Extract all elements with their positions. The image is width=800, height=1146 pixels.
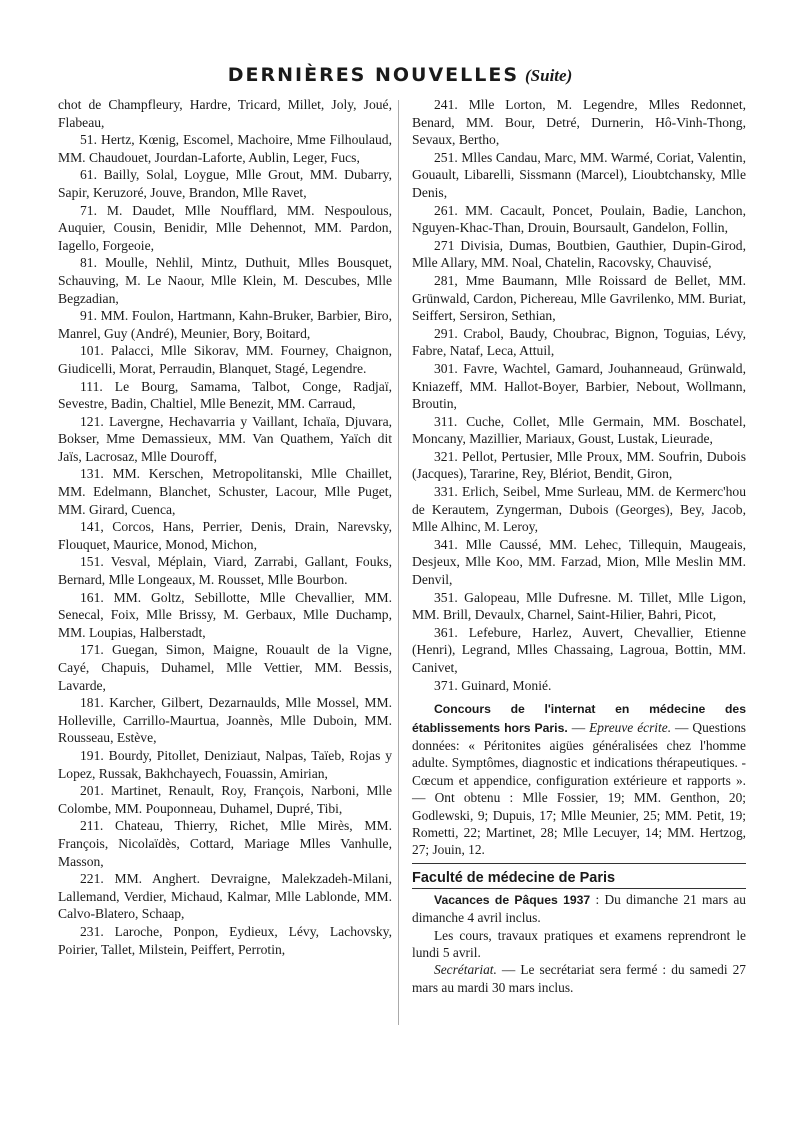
secretariat-paragraph xyxy=(412,961,746,996)
list-entry: 341. Mlle Caussé, MM. Lehec, Tillequin, Maugeais, Desjeux, Mlle Koo, MM. Farzad, Mion, Mlle Meslin MM. Denvil, xyxy=(412,536,746,588)
faculte-title: Faculté de médecine de Paris xyxy=(412,863,746,889)
list-entry: 221. MM. Anghert. Devraigne, Malekzadeh-Milani, Lallemand, Verdier, Michaud, Kalmar, Mlle Lablonde, MM. Calvo-Blatero, Schaap, xyxy=(58,871,392,922)
right-list xyxy=(412,96,746,694)
list-entry: 141, Corcos, Hans, Perrier, Denis, Drain, Narevsky, Flouquet, Maurice, Monod, Michon, xyxy=(58,519,392,552)
secretariat-text: — Le secrétariat sera fermé : du samedi 27 mars au mardi 30 mars inclus. xyxy=(412,962,746,995)
list-entry: 291. Crabol, Baudy, Choubrac, Bignon, Toguias, Lévy, Fabre, Nataf, Leca, Attuil, xyxy=(412,325,746,359)
list-entry: 281, Mme Baumann, Mlle Roissard de Bellet, MM. Grünwald, Cardon, Pichereau, Mlle Gavrilenko, MM. Buriat, Seiffert, Sersiron, Sethian, xyxy=(412,272,746,324)
list-entry: 51. Hertz, Kœnig, Escomel, Machoire, Mme Filhoulaud, MM. Chaudouet, Jourdan-Laforte, Aublin, Leger, Fucs, xyxy=(58,132,392,165)
list-entry: chot de Champfleury, Hardre, Tricard, Millet, Joly, Joué, Flabeau, xyxy=(58,97,392,130)
list-entry: 351. Galopeau, Mlle Dufresne. M. Tillet, Mlle Ligon, MM. Brill, Devaulx, Charnel, Saint-Hilier, Bahri, Picot, xyxy=(412,589,746,623)
list-entry: 201. Martinet, Renault, Roy, François, Narboni, Mlle Colombe, MM. Pouponneau, Duhamel, Dupré, Tibi, xyxy=(58,783,392,816)
list-entry: 311. Cuche, Collet, Mlle Germain, MM. Boschatel, Moncany, Mazillier, Mariaux, Goust, Lustak, Lieurade, xyxy=(412,413,746,447)
list-entry: 61. Bailly, Solal, Loygue, Mlle Grout, MM. Dubarry, Sapir, Keruzoré, Jouve, Brandon, Mlle Ravet, xyxy=(58,167,392,200)
list-entry: 321. Pellot, Pertusier, Mlle Proux, MM. Soufrin, Dubois (Jacques), Tararine, Rey, Blériot, Bendit, Giron, xyxy=(412,448,746,482)
header-suite: (Suite) xyxy=(525,66,573,85)
list-entry: 171. Guegan, Simon, Maigne, Rouault de la Vigne, Cayé, Chapuis, Duhamel, Mlle Vettier, MM. Bessis, Lavarde, xyxy=(58,642,392,693)
concours-dash: — xyxy=(567,719,590,735)
list-entry: 101. Palacci, Mlle Sikorav, MM. Fourney, Chaignon, Giudicelli, Morat, Perraudin, Blanquet, Stagé, Legendre. xyxy=(58,343,392,376)
list-entry: 151. Vesval, Méplain, Viard, Zarrabi, Gallant, Fouks, Bernard, Mlle Longeaux, M. Rousset, Mlle Bourbon. xyxy=(58,554,392,588)
left-column xyxy=(58,96,392,958)
list-entry: 91. MM. Foulon, Hartmann, Kahn-Bruker, Barbier, Biro, Manrel, Guy (André), Meunier, Bory, Boitard, xyxy=(58,308,392,341)
concours-epreuve: Epreuve écrite. xyxy=(589,719,672,735)
page-header xyxy=(0,64,800,86)
list-entry: 261. MM. Cacault, Poncet, Poulain, Badie, Lanchon, Nguyen-Khac-Than, Drouin, Boursault, Gandelon, Follin, xyxy=(412,202,746,236)
list-entry: 231. Laroche, Ponpon, Eydieux, Lévy, Lachovsky, Poirier, Tallet, Milstein, Peiffert, Perrotin, xyxy=(58,923,392,957)
concours-paragraph xyxy=(412,700,746,859)
secretariat-label: Secrétariat. xyxy=(434,962,497,978)
concours-body: — Questions données: « Péritonites aigües généralisées chez l'homme adulte. Symptômes, diagnostic et indications thérapeutiques. - Cœcum et appendice, configuration extérieure et rapports ». — Ont obtenu : Mlle Fossier, 19; MM. Genthon, 20; Godlewski, 9; Dupuis, 17; Mlle Meunier, 25; MM. Petit, 19; Rometti, 22; Martinet, 28; Mlle Lecuyer, 14; MM. Hertzog, 27; Jouin, 12. xyxy=(412,719,746,858)
right-column xyxy=(412,96,746,996)
list-entry: 251. Mlles Candau, Marc, MM. Warmé, Coriat, Valentin, Gouault, Libarelli, Sissmann (Marcel), Lioubtchansky, Mlle Denis, xyxy=(412,149,746,200)
list-entry: 181. Karcher, Gilbert, Dezarnaulds, Mlle Mossel, MM. Holleville, Carrillo-Maurtua, Joannès, Mlle Duboin, MM. Rousseau, Estève, xyxy=(58,695,392,746)
column-divider xyxy=(398,100,399,1025)
vacances-label: Vacances de Pâques 1937 xyxy=(434,892,591,907)
list-entry: 361. Lefebure, Harlez, Auvert, Chevallier, Etienne (Henri), Legrand, Mlles Chassaing, Lagroua, Bottin, MM. Canivet, xyxy=(412,624,746,675)
list-entry: 121. Lavergne, Hechavarria y Vaillant, Ichaïa, Djuvara, Bokser, Mme Demassieux, MM. Van Quathem, Yaïch dit Jaïs, Lacrosaz, Mlle Douroff, xyxy=(58,413,392,464)
list-entry: 111. Le Bourg, Samama, Talbot, Conge, Radjaï, Sevestre, Badin, Chaltiel, Mlle Benezit, MM. Carraud, xyxy=(58,378,392,412)
list-entry: 191. Bourdy, Pitollet, Deniziaut, Nalpas, Taïeb, Rojas y Lopez, Russak, Bakhchayech, Fouassin, Amirian, xyxy=(58,747,392,781)
list-entry: 81. Moulle, Nehlil, Mintz, Duthuit, Mlles Bousquet, Schauving, M. Le Naour, Mlle Klein, M. Descubes, Mlle Begzadian, xyxy=(58,255,392,306)
list-entry: 301. Favre, Wachtel, Gamard, Jouhanneaud, Grünwald, Kniazeff, MM. Hallot-Boyer, Barbier, Nebout, Wollmann, Broutin, xyxy=(412,360,746,412)
concours-heading: Concours de l'internat en médecine des établissements hors Paris. xyxy=(412,702,746,735)
cours-paragraph: Les cours, travaux pratiques et examens reprendront le lundi 5 avril. xyxy=(412,927,746,961)
list-entry: 331. Erlich, Seibel, Mme Surleau, MM. de Kermerc'hou de Kerautem, Zyngerman, Dubois (Georges), Bey, Jacob, Mlle Alhinc, M. Leroy, xyxy=(412,484,746,535)
list-entry: 371. Guinard, Monié. xyxy=(434,677,552,693)
header-title: DERNIÈRES NOUVELLES xyxy=(227,64,520,86)
vacances-paragraph xyxy=(412,891,746,927)
list-entry: 241. Mlle Lorton, M. Legendre, Mlles Redonnet, Benard, MM. Bour, Detré, Durnerin, Hô-Vinh-Thong, Sevaux, Bertho, xyxy=(412,97,746,148)
list-entry: 131. MM. Kerschen, Metropolitanski, Mlle Chaillet, MM. Edelmann, Blanchet, Schuster, Lacour, Mlle Puget, MM. Girard, Cuenca, xyxy=(58,466,392,517)
vacances-text: : Du dimanche 21 mars au dimanche 4 avril inclus. xyxy=(412,891,746,926)
list-entry: 71. M. Daudet, Mlle Noufflard, MM. Nespoulous, Auquier, Cousin, Benidir, Mlle Dehennot, MM. Pardon, Iagello, Forgeoie, xyxy=(58,202,392,253)
list-entry: 211. Chateau, Thierry, Richet, Mlle Mirès, MM. François, Nicolaïdès, Cottard, Mariage Mlles Vanhulle, Masson, xyxy=(58,818,392,869)
list-entry: 271 Divisia, Dumas, Boutbien, Gauthier, Dupin-Girod, Mlle Allary, MM. Noal, Chatelin, Racovsky, Chauvisé, xyxy=(412,237,746,271)
list-entry: 161. MM. Goltz, Sebillotte, Mlle Chevallier, MM. Senecal, Foix, Mlle Brissy, M. Gerbaux, Mlle Duchamp, MM. Loupias, Halberstadt, xyxy=(58,589,392,640)
